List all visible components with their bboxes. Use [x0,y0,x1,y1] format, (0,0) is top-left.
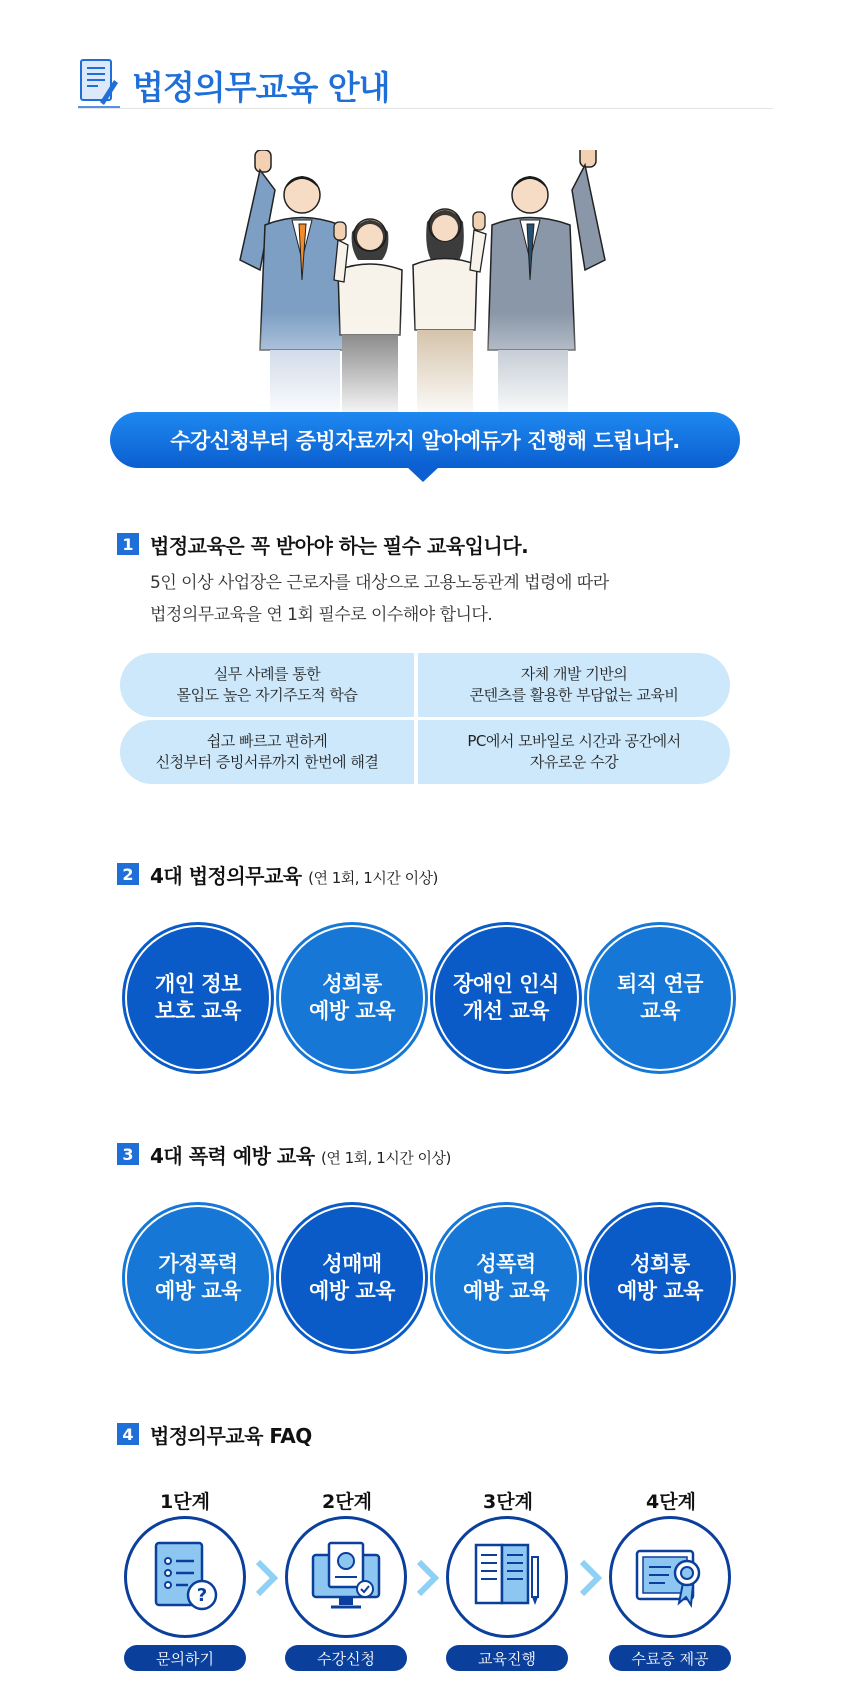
step-label: 3단계 [483,1491,533,1513]
description-line: 5인 이상 사업장은 근로자를 대상으로 고용노동관계 법령에 따라 [150,573,609,593]
feature-text: 콘텐츠를 활용한 부담없는 교육비 [469,686,679,704]
section-2-number: 2 [117,863,139,885]
feature-pill [120,653,414,717]
svg-text:?: ? [196,1585,208,1606]
feature-text: 몰입도 높은 자기주도적 학습 [176,686,358,704]
section-2-title: 4대 법정의무교육 [150,864,302,888]
step-label: 2단계 [322,1491,372,1513]
prevention-circle: 성폭력 예방 교육 [433,1205,579,1351]
step-1-circle [124,1516,246,1638]
open-book-icon [470,1537,544,1617]
feature-text: 실무 사례를 통한 [213,665,321,683]
section-4-number: 4 [117,1423,139,1445]
section-3-note: (연 1회, 1시간 이상) [321,1149,451,1167]
feature-pill [120,720,414,784]
step-3-circle [446,1516,568,1638]
section-3-heading [150,1140,451,1169]
hero-illustration [230,150,630,420]
feature-text: 자체 개발 기반의 [520,665,628,683]
education-circle: 개인 정보 보호 교육 [125,925,271,1071]
feature-text: 쉽고 빠르고 편하게 [206,732,328,750]
document-pen-icon [78,58,120,108]
section-2-note: (연 1회, 1시간 이상) [308,869,438,887]
feature-text: PC에서 모바일로 시간과 공간에서 [467,732,681,750]
service-banner: 수강신청부터 증빙자료까지 알아에듀가 진행해 드립니다. [110,412,740,468]
feature-text: 자유로운 수강 [529,753,619,771]
feature-text: 신청부터 증빙서류까지 한번에 해결 [155,753,379,771]
document-question-icon [148,1537,222,1617]
prevention-circle: 성매매 예방 교육 [279,1205,425,1351]
step-badge: 수료증 제공 [609,1645,731,1671]
certificate-icon [633,1537,707,1617]
education-circle: 퇴직 연금 교육 [587,925,733,1071]
chevron-right-icon [415,1558,439,1598]
education-circle: 성희롱 예방 교육 [279,925,425,1071]
section-1-title: 법정교육은 꼭 받아야 하는 필수 교육입니다. [150,534,529,558]
step-2-circle [285,1516,407,1638]
page-title: 법정의무교육 안내 [132,68,390,107]
step-badge: 수강신청 [285,1645,407,1671]
education-circle: 장애인 인식 개선 교육 [433,925,579,1071]
feature-pill [418,720,730,784]
prevention-circle: 성희롱 예방 교육 [587,1205,733,1351]
section-4-title: 법정의무교육 FAQ [150,1424,312,1448]
section-3-number: 3 [117,1143,139,1165]
prevention-circle: 가정폭력 예방 교육 [125,1205,271,1351]
step-4-circle [609,1516,731,1638]
section-2-heading [150,860,438,889]
step-badge: 교육진행 [446,1645,568,1671]
header-divider [78,108,773,109]
monitor-profile-icon [309,1537,383,1617]
section-3-title: 4대 폭력 예방 교육 [150,1144,315,1168]
feature-pill [418,653,730,717]
section-1-number: 1 [117,533,139,555]
section-1-description [150,567,609,631]
step-label: 4단계 [646,1491,696,1513]
step-badge: 문의하기 [124,1645,246,1671]
description-line: 법정의무교육을 연 1회 필수로 이수해야 합니다. [150,605,493,625]
chevron-right-icon [578,1558,602,1598]
step-label: 1단계 [160,1491,210,1513]
banner-pointer [406,466,440,482]
chevron-right-icon [254,1558,278,1598]
